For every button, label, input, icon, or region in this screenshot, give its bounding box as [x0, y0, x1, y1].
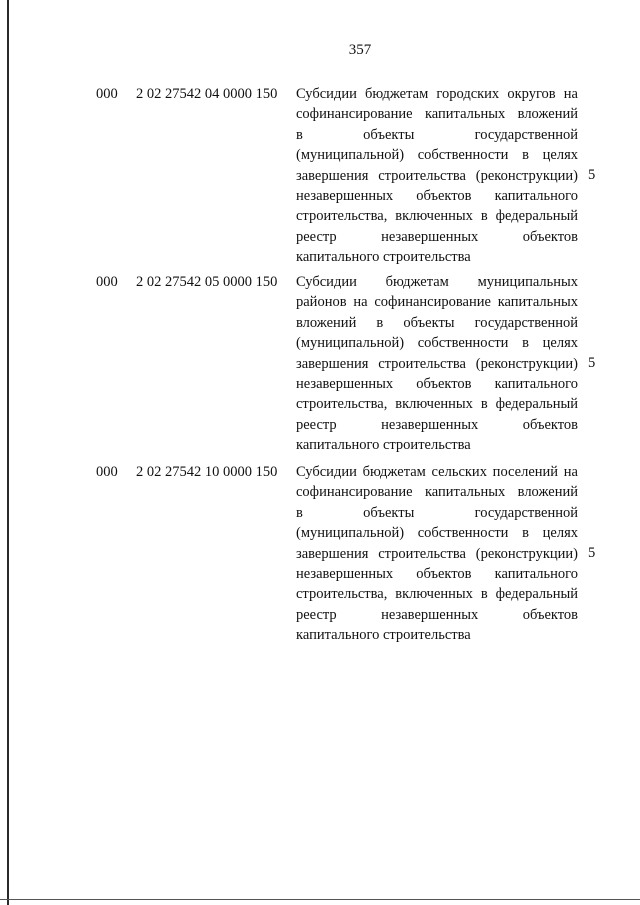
description-line: незавершенных объектов капитального	[296, 565, 578, 582]
description-line: районов на софинансирование капитальных	[296, 294, 578, 311]
description-line: завершения строительства (реконструкции)	[296, 545, 578, 562]
description-line: софинансирование капитальных вложений	[296, 106, 578, 123]
description-line: в объекты государственной	[296, 126, 578, 143]
description-line: софинансирование капитальных вложений	[296, 484, 578, 501]
amount-value: 5	[588, 355, 596, 371]
description-line: (муниципальной) собственности в целях	[296, 147, 578, 164]
description-line: строительства, включенных в федеральный	[296, 208, 578, 225]
admin-code: 000	[96, 464, 118, 480]
description-line: строительства, включенных в федеральный	[296, 586, 578, 603]
description-line: строительства, включенных в федеральный	[296, 396, 578, 413]
budget-classification-code: 2 02 27542 10 0000 150	[136, 464, 278, 480]
description-line: реестр незавершенных объектов	[296, 416, 578, 433]
description-line: незавершенных объектов капитального	[296, 375, 578, 392]
amount-value: 5	[588, 167, 596, 183]
amount-value: 5	[588, 545, 596, 561]
description-line: Субсидии бюджетам городских округов на	[296, 86, 578, 102]
income-description	[296, 272, 578, 456]
description-line: (муниципальной) собственности в целях	[296, 525, 578, 542]
description-line: реестр незавершенных объектов	[296, 606, 578, 623]
admin-code: 000	[96, 86, 118, 102]
description-line: в объекты государственной	[296, 504, 578, 521]
income-description	[296, 84, 578, 268]
description-line: капитального строительства	[296, 437, 471, 454]
description-line: капитального строительства	[296, 627, 471, 644]
income-description	[296, 462, 578, 646]
scan-left-border	[7, 0, 9, 905]
description-line: Субсидии бюджетам сельских поселений на	[296, 464, 578, 480]
description-line: завершения строительства (реконструкции)	[296, 355, 578, 372]
admin-code: 000	[96, 274, 118, 290]
description-line: Субсидии бюджетам муниципальных	[296, 274, 578, 290]
budget-classification-code: 2 02 27542 04 0000 150	[136, 86, 278, 102]
description-line: (муниципальной) собственности в целях	[296, 335, 578, 352]
scan-bottom-border	[0, 899, 640, 900]
budget-classification-code: 2 02 27542 05 0000 150	[136, 274, 278, 290]
description-line: капитального строительства	[296, 249, 471, 266]
description-line: завершения строительства (реконструкции)	[296, 167, 578, 184]
description-line: незавершенных объектов капитального	[296, 187, 578, 204]
page-number: 357	[348, 42, 372, 58]
description-line: вложений в объекты государственной	[296, 314, 578, 331]
description-line: реестр незавершенных объектов	[296, 228, 578, 245]
